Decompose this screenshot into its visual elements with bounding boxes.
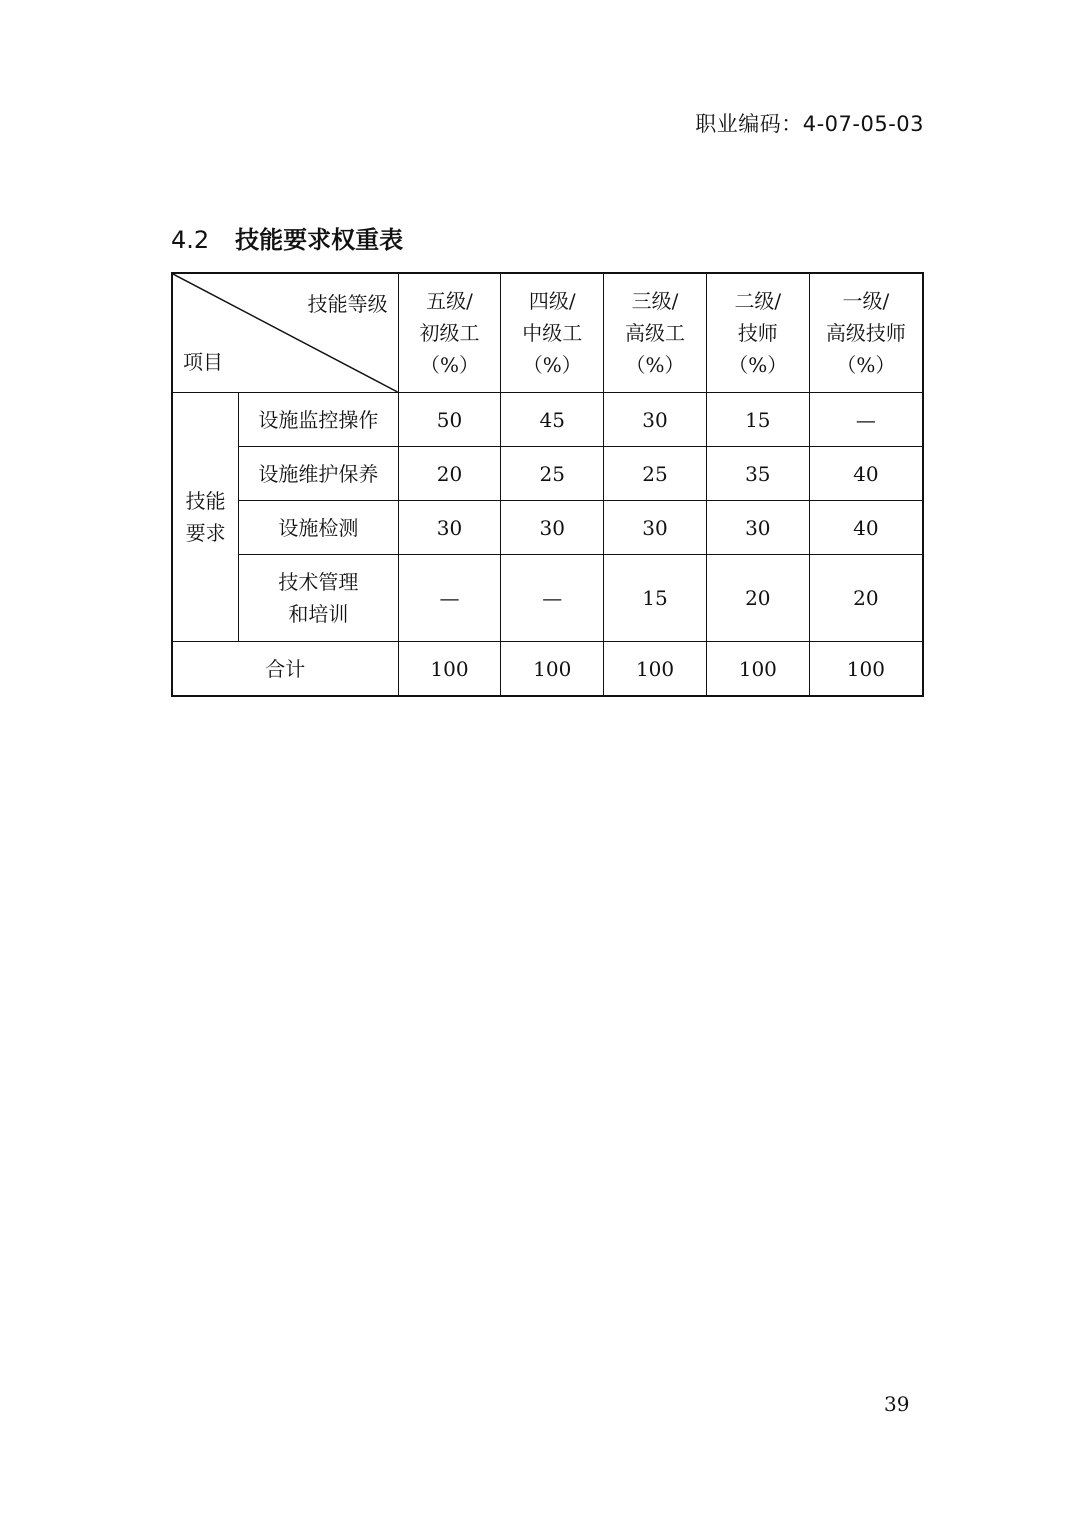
value-cell: 20 bbox=[706, 555, 809, 642]
value-cell: 35 bbox=[706, 447, 809, 501]
value-cell: 30 bbox=[706, 501, 809, 555]
corner-item-label: 项目 bbox=[183, 350, 223, 374]
total-row bbox=[172, 642, 923, 697]
value-cell: 20 bbox=[398, 447, 501, 501]
value-cell: 30 bbox=[604, 501, 707, 555]
table-row bbox=[172, 447, 923, 501]
level-header-4: 四级/ 中级工 （%） bbox=[501, 273, 604, 393]
value-cell: 30 bbox=[604, 393, 707, 447]
skill-weight-table bbox=[171, 272, 924, 697]
value-cell: 15 bbox=[706, 393, 809, 447]
item-label: 设施监控操作 bbox=[239, 393, 398, 447]
total-cell: 100 bbox=[501, 642, 604, 697]
level-header-3: 三级/ 高级工 （%） bbox=[604, 273, 707, 393]
section-heading bbox=[171, 220, 403, 255]
value-cell: 40 bbox=[809, 447, 923, 501]
level-header-2: 二级/ 技师 （%） bbox=[706, 273, 809, 393]
table-header-row bbox=[172, 273, 923, 393]
value-cell: 15 bbox=[604, 555, 707, 642]
corner-cell bbox=[172, 273, 398, 393]
value-cell: 30 bbox=[501, 501, 604, 555]
total-cell: 100 bbox=[604, 642, 707, 697]
value-cell: — bbox=[809, 393, 923, 447]
page-number: 39 bbox=[884, 1392, 910, 1416]
group-label-cell: 技能 要求 bbox=[172, 393, 239, 642]
item-label: 设施维护保养 bbox=[239, 447, 398, 501]
table-row bbox=[172, 501, 923, 555]
item-label: 设施检测 bbox=[239, 501, 398, 555]
value-cell: 25 bbox=[604, 447, 707, 501]
corner-level-label: 技能等级 bbox=[307, 292, 388, 316]
value-cell: 50 bbox=[398, 393, 501, 447]
section-number: 4.2 bbox=[171, 226, 210, 254]
level-header-5: 五级/ 初级工 （%） bbox=[398, 273, 501, 393]
section-title-text: 技能要求权重表 bbox=[235, 226, 404, 254]
total-cell: 100 bbox=[809, 642, 923, 697]
value-cell: — bbox=[501, 555, 604, 642]
total-cell: 100 bbox=[706, 642, 809, 697]
total-cell: 100 bbox=[398, 642, 501, 697]
value-cell: — bbox=[398, 555, 501, 642]
occupation-code: 职业编码：4-07-05-03 bbox=[695, 112, 924, 136]
item-label: 技术管理 和培训 bbox=[239, 555, 398, 642]
value-cell: 20 bbox=[809, 555, 923, 642]
value-cell: 45 bbox=[501, 393, 604, 447]
total-label: 合计 bbox=[172, 642, 398, 697]
table-row bbox=[172, 555, 923, 642]
value-cell: 30 bbox=[398, 501, 501, 555]
value-cell: 25 bbox=[501, 447, 604, 501]
value-cell: 40 bbox=[809, 501, 923, 555]
level-header-1: 一级/ 高级技师 （%） bbox=[809, 273, 923, 393]
table-row bbox=[172, 393, 923, 447]
